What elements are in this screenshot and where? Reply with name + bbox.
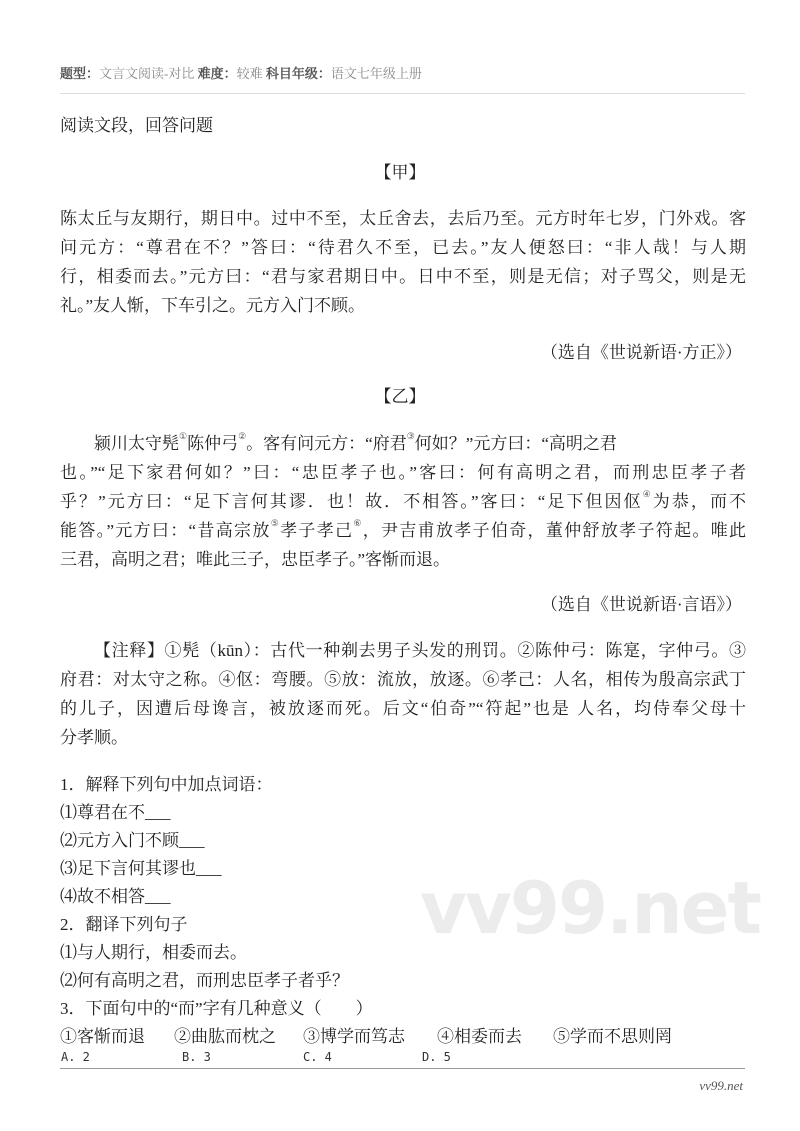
difficulty-label: 难度： bbox=[197, 66, 237, 81]
footnote-marker: ④ bbox=[642, 489, 653, 499]
passage-text: 何如？”元方曰：“高明之君 bbox=[414, 434, 617, 453]
passage-text: 孝子孝己 bbox=[280, 521, 354, 540]
footnote-marker: ③ bbox=[406, 431, 415, 441]
question-line: ⑷故不相答___ bbox=[60, 887, 171, 906]
passage-a-line: 礼。”友人惭，下车引之。元方入门不顾。 bbox=[60, 296, 366, 315]
passage-text: 能答。”元方曰：“昔高宗放 bbox=[60, 521, 271, 540]
passage-b-line bbox=[60, 516, 746, 545]
type-label: 题型： bbox=[60, 66, 100, 81]
passage-text: 也。”“足下家君何如？”曰：“忠臣孝子也。”客曰：何有高明之君，而刑忠臣孝子者 bbox=[60, 463, 746, 482]
passage-b-source: （选自《世说新语·言语》） bbox=[540, 595, 742, 614]
passage-text: 三君，高明之君；唯此三子，忠臣孝子。”客惭而退。 bbox=[60, 550, 451, 569]
passage-b-title: 【乙】 bbox=[374, 387, 426, 406]
q3-item: ⑤学而不思则罔 bbox=[553, 1027, 672, 1046]
answer-option[interactable]: B. 3 bbox=[182, 1050, 211, 1064]
passage-text: 。客有问元方：“府君 bbox=[246, 434, 407, 453]
header-divider bbox=[60, 93, 745, 94]
passage-a-title: 【甲】 bbox=[374, 163, 426, 182]
question-line: ⑴尊君在不___ bbox=[60, 803, 171, 822]
passage-a-line: 陈太丘与友期行，期日中。过中不至，太丘舍去，去后乃至。元方时年七岁，门外戏。客 bbox=[60, 209, 746, 228]
footer-divider bbox=[60, 1068, 745, 1069]
q3-item: ①客惭而退 bbox=[60, 1027, 145, 1046]
answer-option[interactable]: C. 4 bbox=[303, 1050, 332, 1064]
question-line: ⑶足下言何其谬也___ bbox=[60, 859, 222, 878]
q3-item: ④相委而去 bbox=[437, 1027, 522, 1046]
annotation-line: 的儿子，因遭后母谗言，被放逐而死。后文“伯奇”“符起”也是 人名，均侍奉父母十 bbox=[60, 699, 746, 718]
answer-option[interactable]: A. 2 bbox=[61, 1050, 90, 1064]
passage-a-source: （选自《世说新语·方正》） bbox=[540, 343, 742, 362]
passage-a-line: 问元方：“尊君在不？”答曰：“待君久不至，已去。”友人便怒曰：“非人哉！与人期 bbox=[60, 238, 746, 257]
instruction: 阅读文段，回答问题 bbox=[60, 116, 213, 135]
annotation-line: 【注释】①髡（kūn）：古代一种剃去男子头发的刑罚。②陈仲弓：陈寔，字仲弓。③ bbox=[94, 641, 746, 660]
subject-value: 语文七年级上册 bbox=[330, 66, 422, 81]
watermark: vv99.net bbox=[420, 866, 760, 950]
question-line: 2．翻译下列句子 bbox=[60, 915, 188, 934]
question-line: ⑵何有高明之君，而刑忠臣孝子者乎？ bbox=[60, 971, 349, 990]
footer-site: vv99.net bbox=[699, 1078, 743, 1093]
footnote-marker: ⑥ bbox=[353, 518, 363, 528]
question-line: ⑴与人期行，相委而去。 bbox=[60, 943, 247, 962]
passage-text: 乎？”元方曰：“足下言何其谬．也！故．不相答。”客曰：“足下但因伛 bbox=[60, 492, 643, 511]
passage-b-line bbox=[94, 429, 617, 458]
annotation-line: 分孝顺。 bbox=[60, 728, 128, 747]
passage-b-line bbox=[60, 458, 746, 487]
question-line: 1．解释下列句中加点词语： bbox=[60, 775, 273, 794]
footnote-marker: ② bbox=[238, 431, 247, 441]
passage-text: 颍川太守髡 bbox=[94, 434, 179, 453]
answer-option[interactable]: D. 5 bbox=[422, 1050, 451, 1064]
footnote-marker: ⑤ bbox=[270, 518, 281, 528]
q3-item: ③博学而笃志 bbox=[303, 1027, 405, 1046]
annotation-line: 府君：对太守之称。④伛：弯腰。⑤放：流放，放逐。⑥孝己：人名，相传为殷高宗武丁 bbox=[60, 670, 746, 689]
subject-label: 科目年级： bbox=[265, 66, 331, 81]
question-meta bbox=[60, 63, 422, 82]
footnote-marker: ① bbox=[179, 431, 188, 441]
difficulty-value: 较难 bbox=[236, 66, 263, 81]
question-line: ⑵元方入门不顾___ bbox=[60, 831, 205, 850]
q3-item: ②曲肱而枕之 bbox=[174, 1027, 276, 1046]
type-value: 文言文阅读-对比 bbox=[99, 66, 195, 81]
question-line: 3．下面句中的“而”字有几种意义（ ） bbox=[60, 999, 373, 1018]
passage-a-line: 行，相委而去。”元方曰：“君与家君期日中。日中不至，则是无信；对子骂父，则是无 bbox=[60, 267, 746, 286]
passage-b-line bbox=[60, 487, 746, 516]
passage-b-line bbox=[60, 545, 450, 574]
passage-text: 为恭，而不 bbox=[652, 492, 746, 511]
passage-text: ，尹吉甫放孝子伯奇，董仲舒放孝子符起。唯此 bbox=[362, 521, 746, 540]
passage-text: 陈仲弓 bbox=[187, 434, 239, 453]
